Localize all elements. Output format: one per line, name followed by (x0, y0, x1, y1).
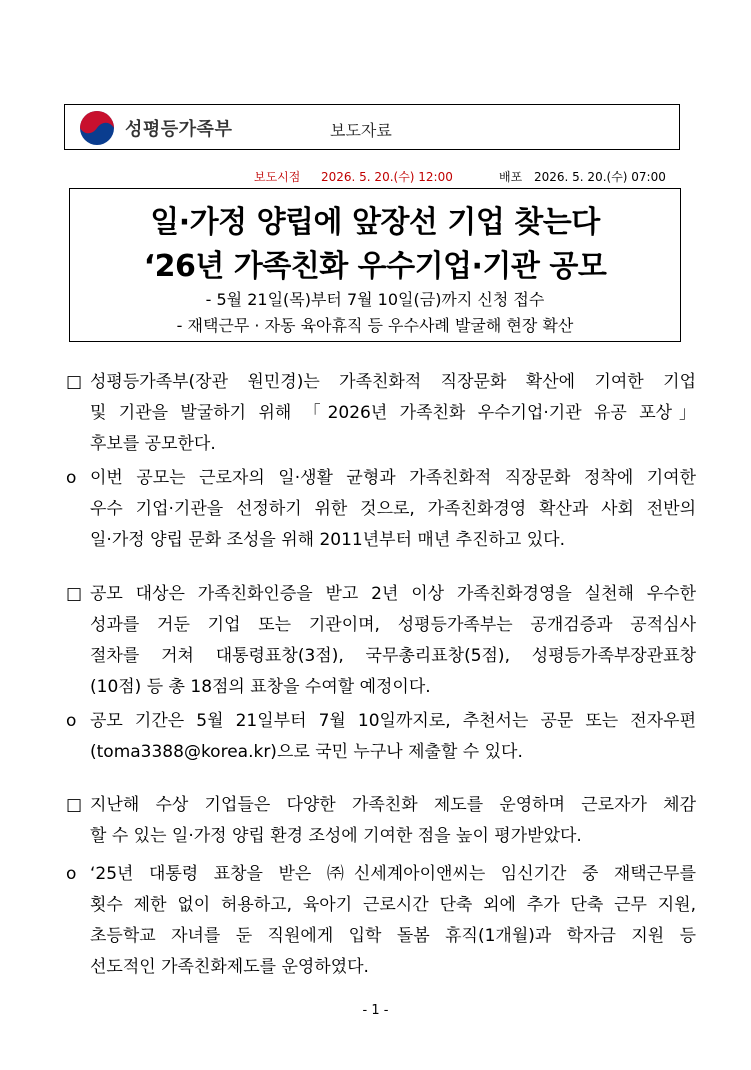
paragraph-1 (66, 367, 696, 460)
paragraph-line: ‘25년 대통령 표창을 받은 ㈜신세계아이앤씨는 임신기간 중 재택근무를 (90, 864, 696, 884)
paragraph-line: 일·가정 양립 문화 조성을 위해 2011년부터 매년 추진하고 있다. (90, 530, 566, 550)
paragraph-line: (toma3388@korea.kr)으로 국민 누구나 제출할 수 있다. (90, 742, 523, 762)
title-box (69, 188, 681, 342)
paragraph-line: 초등학교 자녀를 둔 직원에게 입학 돌봄 휴직(1개월)과 학자금 지원 등 (90, 926, 696, 946)
paragraph-line: 공모 대상은 가족친화인증을 받고 2년 이상 가족친화경영을 실천해 우수한 (90, 584, 696, 604)
paragraph-4 (66, 706, 696, 768)
paragraph-line: 및 기관을 발굴하기 위해 「2026년 가족친화 우수기업·기관 유공 포상」 (90, 403, 696, 423)
subheadline-1: - 5월 21일(목)부터 7월 10일(금)까지 신청 접수 (205, 290, 545, 309)
release-time-label: 보도시점 (254, 170, 301, 184)
paragraph-line: 이번 공모는 근로자의 일·생활 균형과 가족친화적 직장문화 정착에 기여한 (90, 468, 696, 488)
paragraph-line: 우수 기업·기관을 선정하기 위한 것으로, 가족친화경영 확산과 사회 전반의 (90, 499, 696, 519)
paragraph-6 (66, 859, 696, 983)
paragraph-line: 선도적인 가족친화제도를 운영하였다. (90, 957, 369, 977)
paragraph-line: 공모 기간은 5월 21일부터 7월 10일까지로, 추천서는 공문 또는 전자우편 (90, 711, 696, 731)
ministry-name: 성평등가족부 (125, 119, 233, 140)
circle-bullet-icon: ο (66, 864, 77, 884)
headline-line-2: ‘26년 가족친화 우수기업·기관 공모 (143, 249, 607, 284)
paragraph-line: 지난해 수상 기업들은 다양한 가족친화 제도를 운영하며 근로자가 체감 (90, 795, 696, 815)
paragraph-line: 후보를 공모한다. (90, 434, 216, 454)
page-number: - 1 - (362, 1003, 389, 1018)
release-time: 2026. 5. 20.(수) 12:00 (321, 170, 453, 184)
government-logo-icon (79, 110, 115, 146)
paragraph-3 (66, 579, 696, 703)
paragraph-line: 할 수 있는 일·가정 양립 환경 조성에 기여한 점을 높이 평가받았다. (90, 826, 582, 846)
square-bullet-icon: □ (66, 795, 83, 815)
paragraph-line: (10점) 등 총 18점의 표창을 수여할 예정이다. (90, 677, 431, 697)
paragraph-line: 절차를 거쳐 대통령표창(3점), 국무총리표창(5점), 성평등가족부장관표창 (90, 646, 696, 666)
paragraph-line: 횟수 제한 없이 허용하고, 육아기 근로시간 단축 외에 추가 단축 근무 지원, (90, 895, 696, 915)
paragraph-line: 성평등가족부(장관 원민경)는 가족친화적 직장문화 확산에 기여한 기업 (90, 372, 696, 392)
square-bullet-icon: □ (66, 584, 83, 604)
distribution-label: 배포 (499, 170, 523, 184)
distribution-time: 2026. 5. 20.(수) 07:00 (534, 170, 666, 184)
paragraph-2 (66, 463, 696, 556)
paragraph-line: 성과를 거둔 기업 또는 기관이며, 성평등가족부는 공개검증과 공적심사 (90, 615, 696, 635)
document-type: 보도자료 (330, 121, 392, 140)
subheadline-2: - 재택근무 · 자동 육아휴직 등 우수사례 발굴해 현장 확산 (176, 316, 574, 335)
circle-bullet-icon: ο (66, 711, 77, 731)
header-box (64, 104, 680, 150)
paragraph-5 (66, 790, 696, 852)
headline-line-1: 일·가정 양립에 앞장선 기업 찾는다 (150, 205, 600, 240)
circle-bullet-icon: ο (66, 468, 77, 488)
square-bullet-icon: □ (66, 372, 83, 392)
